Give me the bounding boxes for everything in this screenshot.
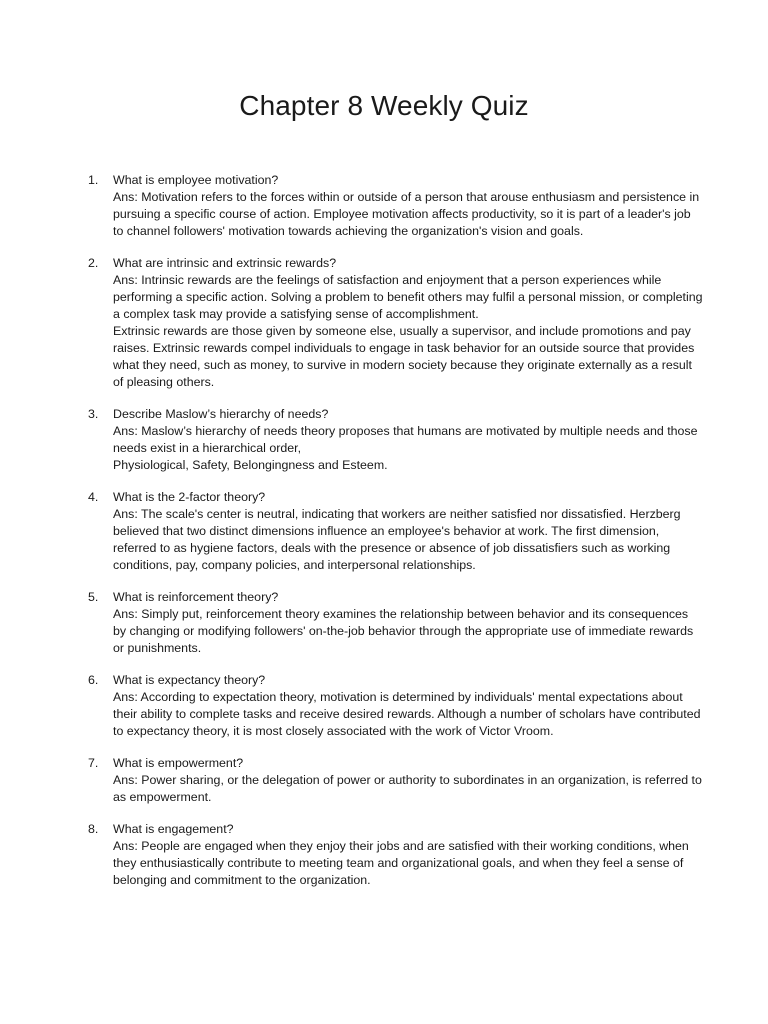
question-number: 4. [88, 490, 99, 504]
answer-text: Ans: People are engaged when they enjoy their jobs and are satisfied with their working conditions, when they enthusiastically contribute to meeting team and organizational goals, and when they feel a sense of belonging and commitment to the organization. [113, 839, 689, 887]
answer-text: Ans: Intrinsic rewards are the feelings of satisfaction and enjoyment that a person experiences while performing a specific action. Solving a problem to benefit others may fulfil a personal mission, or completing a complex task may provide a satisfying sense of accomplishment. Extrinsic rewards are those given by someone else, usually a supervisor, and include promotions and pay raises. Extrinsic rewards compel individuals to engage in task behavior for an outside source that provides what they need, such as money, to survive in modern society because they originate externally as a result of pleasing others. [113, 273, 703, 389]
page-title: Chapter 8 Weekly Quiz [239, 90, 529, 121]
question-item [88, 172, 703, 240]
question-text: What is engagement? [113, 822, 234, 836]
answer-text: Ans: Simply put, reinforcement theory examines the relationship between behavior and its consequences by changing or modifying followers' on-the-job behavior through the appropriate use of immediate rewards or punishments. [113, 607, 694, 655]
question-item [88, 672, 703, 740]
question-number: 6. [88, 673, 99, 687]
answer-text: Ans: Motivation refers to the forces within or outside of a person that arouse enthusiasm and persistence in pursuing a specific course of action. Employee motivation affects productivity, so it is part of a leader's job to channel followers' motivation towards achieving the organization's vision and goals. [113, 190, 700, 238]
question-number: 2. [88, 256, 99, 270]
question-item [88, 255, 703, 391]
question-item [88, 589, 703, 657]
question-text: Describe Maslow’s hierarchy of needs? [113, 407, 329, 421]
question-text: What is expectancy theory? [113, 673, 266, 687]
question-number: 7. [88, 756, 99, 770]
question-text: What is the 2-factor theory? [113, 490, 266, 504]
question-text: What are intrinsic and extrinsic rewards? [113, 256, 337, 270]
question-text: What is empowerment? [113, 756, 244, 770]
question-number: 3. [88, 407, 99, 421]
question-list [88, 172, 703, 904]
question-item [88, 406, 703, 474]
answer-text: Ans: Power sharing, or the delegation of power or authority to subordinates in an organization, is referred to as empowerment. [113, 773, 702, 804]
question-text: What is employee motivation? [113, 173, 279, 187]
question-number: 1. [88, 173, 99, 187]
answer-text: Ans: Maslow’s hierarchy of needs theory proposes that humans are motivated by multiple needs and those needs exist in a hierarchical order, Physiological, Safety, Belongingness and Esteem. [113, 424, 698, 472]
answer-text: Ans: The scale's center is neutral, indicating that workers are neither satisfied nor dissatisfied. Herzberg believed that two distinct dimensions influence an employee's behavior at work. The first dimension, referred to as hygiene factors, deals with the presence or absence of job dissatisfiers such as working conditions, pay, company policies, and interpersonal relationships. [113, 507, 681, 572]
question-item [88, 755, 703, 806]
question-item [88, 489, 703, 574]
question-number: 8. [88, 822, 99, 836]
answer-text: Ans: According to expectation theory, motivation is determined by individuals' mental expectations about their ability to complete tasks and receive desired rewards. Although a number of scholars have contributed to expectancy theory, it is most closely associated with the work of Victor Vroom. [113, 690, 701, 738]
question-number: 5. [88, 590, 99, 604]
question-item [88, 821, 703, 889]
question-text: What is reinforcement theory? [113, 590, 279, 604]
